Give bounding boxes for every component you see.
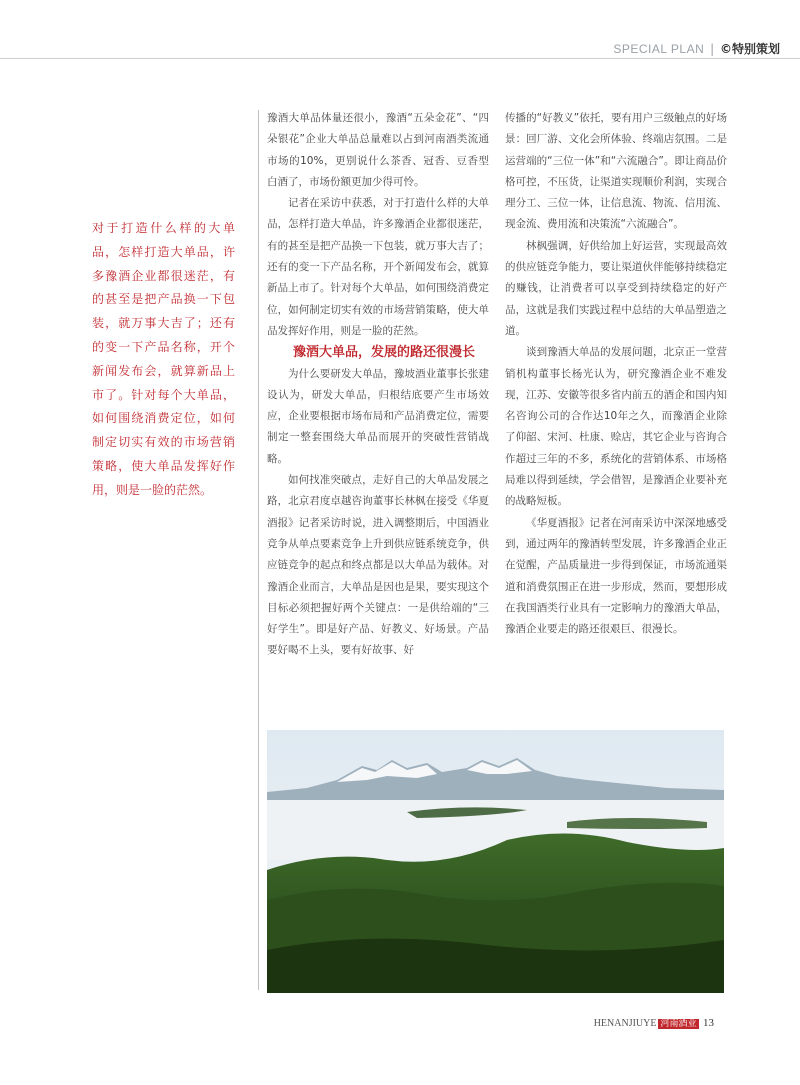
section-name-en: SPECIAL PLAN — [613, 42, 705, 56]
paragraph: 记者在采访中获悉，对于打造什么样的大单品，怎样打造大单品，许多豫酒企业都很迷茫，有的甚至是把产品换一下包装，就万事大吉了；还有的变一下产品名称，开个新闻发布会，就算新品上市了。针对每个大单品，如何围绕消费定位，如何制定切实有效的市场营销策略，使大单品发挥好作用，则是一脸的茫然。 — [267, 197, 489, 337]
header-divider: | — [710, 42, 715, 56]
paragraph: 为什么要研发大单品，豫坡酒业董事长张建设认为，研发大单品，归根结底要产生市场效应，企业要根据市场布局和产品消费定位，需要制定一整套围绕大单品而展开的突破性营销战略。 — [267, 367, 489, 465]
paragraph: 如何找准突破点，走好自己的大单品发展之路，北京君度卓越咨询董事长林枫在接受《华夏酒报》记者采访时说，进入调整期后，中国酒业竞争从单点要素竞争上升到供应链系统竞争，供应链竞争的起点和终点都是以大单品为载体。对豫酒企业而言，大单品是因也是果，要实现这个目标必须把握好两个关键点：一是供给端的“三好学生”。即是好产品、好教义、好场景。产品要好喝不上头，要有好故事、好 — [267, 474, 489, 657]
paragraph: 《华夏酒报》记者在河南采访中深深地感受到，通过两年的豫酒转型发展，许多豫酒企业正在觉醒，产品质量进一步得到保证，市场流通渠道和消费氛围正在进一步形成，然而，要想形成在我国酒类行业具有一定影响力的豫酒大单品，豫酒企业要走的路还很艰巨、很漫长。 — [505, 516, 727, 636]
pull-quote: 对于打造什么样的大单品，怎样打造大单品，许多豫酒企业都很迷茫，有的甚至是把产品换一下包装，就万事大吉了；还有的变一下产品名称，开个新闻发布会，就算新品上市了。针对每个大单品，如何围绕消费定位，如何制定切实有效的市场营销策略，使大单品发挥好作用，则是一脸的茫然。 — [92, 221, 235, 497]
article-column-2 — [505, 108, 727, 640]
section-name-cn: ©特别策划 — [719, 42, 780, 56]
section-heading: 豫酒大单品，发展的路还很漫长 — [293, 345, 476, 361]
paragraph: 豫酒大单品体量还很小，豫酒“五朵金花”、“四朵银花”企业大单品总量难以占到河南酒类流通市场的10%，更别说什么茶香、冠香、豆香型白酒了，市场份额更加少得可怜。 — [267, 112, 489, 188]
page-number: 13 — [703, 1017, 714, 1029]
article-column-1 — [267, 108, 489, 662]
mountain-forest-illustration — [267, 730, 724, 993]
running-header — [560, 40, 780, 57]
column-divider — [258, 110, 259, 990]
paragraph: 林枫强调，好供给加上好运营，实现最高效的供应链竞争能力，要让渠道伙伴能够持续稳定的赚钱，让消费者可以享受到持续稳定的好产品，这就是我们实践过程中总结的大单品塑造之道。 — [505, 239, 727, 337]
landscape-photo — [267, 730, 724, 993]
header-rule — [0, 58, 800, 59]
page-footer — [594, 1016, 714, 1029]
paragraph: 传播的“好教义”依托，要有用户三级触点的好场景：回厂游、文化会所体验、终端店氛围。二是运营端的“三位一体”和“六流融合”。即让商品价格可控，不压货，让渠道实现顺价利润，实现合理分工、三位一体，让信息流、物流、信用流、现金流、费用流和决策流“六流融合”。 — [505, 112, 727, 231]
magazine-name: HENANJIUYE — [593, 1018, 657, 1029]
magazine-badge: 河南酒业 — [660, 1019, 697, 1029]
paragraph: 谈到豫酒大单品的发展问题，北京正一堂营销机构董事长杨光认为，研究豫酒企业不难发现，江苏、安徽等很多省内前五的酒企和国内知名咨询公司的合作达10年之久，而豫酒企业除了仰韶、宋河、杜康、赊店，其它企业与咨询合作超过三年的不多，系统化的营销体系、市场格局难以得到延续，学会借智，是豫酒企业要补充的战略短板。 — [505, 346, 727, 508]
